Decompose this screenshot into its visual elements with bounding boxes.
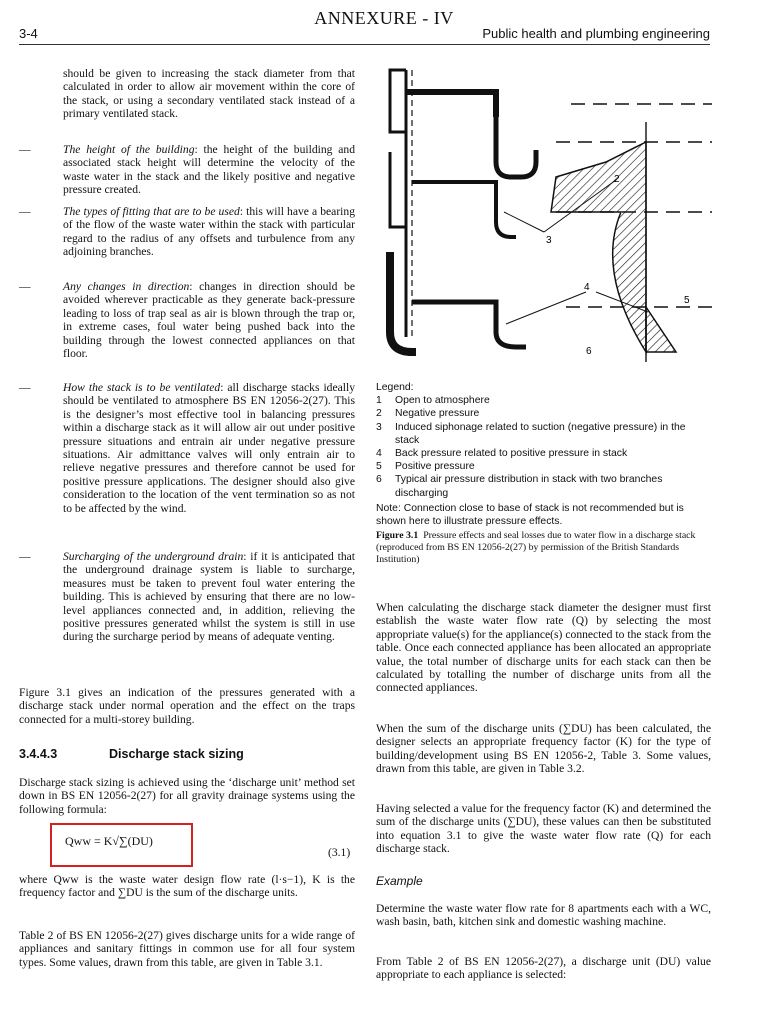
page-number: 3-4 <box>19 26 38 41</box>
formula: Qww = K√∑(DU) <box>65 834 153 848</box>
figure-note: Note: Connection close to base of stack is not recommended but is shown here to illustrate pressure effects. <box>376 502 684 528</box>
figure-reference-paragraph: Figure 3.1 gives an indication of the pressures generated with a discharge stack under normal operation and the effect on the traps connected for a multi-storey building. <box>19 686 355 726</box>
top-inlet <box>390 70 406 132</box>
caption-text: Pressure effects and seal losses due to water flow in a discharge stack (reproduced from BS EN 12056-2(27) by permission of the British Standards Institution) <box>376 530 696 565</box>
bullet-direction-changes: — Any changes in direction: changes in direction should be avoided wherever practicable as they generate back-pressure leading to loss of trap seal as air is blown through the trap or, in extreme cases, foul water being pushed back into the building through the lowest connected appliances on that floor. <box>19 280 355 361</box>
bullet-stack-ventilation: — How the stack is to be ventilated: all discharge stacks ideally should be ventilated to atmosphere BS EN 12056-2(27). This is the designer’s most effective tool in balancing pressures within a discharge stack as it will allow air out under positive pressure situations and entrain air under negative pressure situations. Air admittance valves will only entrain air to relieve negative pressures and therefore cannot be used for positive pressure applications. The designer should also give consideration to the location of the vent termination so as not to be affected by the wind. <box>19 381 356 515</box>
bullet-text: : all discharge stacks ideally should be ventilated to atmosphere BS EN 12056-2(27). This is the designer’s most effective tool in balancing pressures within a discharge stack as it will allow air out under positive pressure situations and entrain air under negative pressure situations. Air admittance valves will only entrain air to relieve negative pressures and therefore cannot be used for positive pressure applications. The designer should also give consideration to the location of the vent termination so as not to be affected by the wind. <box>63 381 356 515</box>
example-heading: Example <box>376 874 423 888</box>
sizing-paragraph: Discharge stack sizing is achieved using the ‘discharge unit’ method set down in BS EN 12056-2(27) for all gravity drainage systems using the following formula: <box>19 776 355 816</box>
intro-paragraph: should be given to increasing the stack diameter from that calculated in order to allow air movement within the core of the stack, or using a secondary ventilated stack instead of a primary ventilated stack. <box>63 67 355 121</box>
bullet-text: : changes in direction should be avoided wherever practicable as they generate back-pressure leading to loss of trap seal as air is blown through the trap or, in extreme cases, foul water being pushed back into the building through the lowest connected appliances on that floor. <box>63 280 355 361</box>
bullet-lead: The types of fitting that are to be used <box>63 205 240 218</box>
legend-item: 1 Open to atmosphere <box>376 395 490 407</box>
leader-line-4 <box>506 292 586 324</box>
bullet-surcharging: — Surcharging of the underground drain: if it is anticipated that the underground drainage system is liable to surcharge, measures must be taken to prevent foul water entering the building. This is achieved by ensuring that there are no low-level appliances connected and, in addition, relieving the positive pressures generated whilst the system is still in use during the surcharge period by means of adequate venting. <box>19 550 355 644</box>
running-title: Public health and plumbing engineering <box>482 26 710 41</box>
bullet-lead: Any changes in direction <box>63 280 190 293</box>
legend-item: 5 Positive pressure <box>376 461 475 473</box>
legend-title: Legend: <box>376 382 414 393</box>
figure-caption <box>376 530 711 566</box>
header-rule <box>19 44 710 45</box>
bullet-text: : if it is anticipated that the underground drainage system is liable to surcharge, measures must be taken to prevent foul water entering the building. This is achieved by ensuring that there are no low-level appliances connected and, in addition, relieving the positive pressures generated whilst the system is still in use during the surcharge period by means of adequate venting. <box>63 550 355 644</box>
figure-label-4: 4 <box>584 282 590 293</box>
lower-trap <box>412 302 526 347</box>
bullet-fitting-types: — The types of fitting that are to be used: this will have a bearing of the flow of the waste water within the stack with particular regard to the radius of any offsets and turbulence from any adjoining branches. <box>19 205 355 259</box>
legend-item: 4 Back pressure related to positive pressure in stack <box>376 448 628 460</box>
figure-label-3: 3 <box>546 235 552 246</box>
negative-pressure-region <box>551 142 646 352</box>
stack-pressure-diagram <box>376 62 712 370</box>
section-title: Discharge stack sizing <box>109 747 244 761</box>
leader-line-3 <box>504 212 544 232</box>
legend-item: 2 Negative pressure <box>376 408 480 420</box>
section-number: 3.4.4.3 <box>19 747 58 761</box>
discharge-unit-paragraph: From Table 2 of BS EN 12056-2(27), a discharge unit (DU) value appropriate to each appliance is selected: <box>376 955 711 982</box>
caption-label: Figure 3.1 <box>376 530 419 541</box>
upper-trap <box>496 117 536 177</box>
bullet-lead: Surcharging of the underground drain <box>63 550 244 563</box>
figure-label-2: 2 <box>614 174 620 185</box>
where-paragraph: where Qww is the waste water design flow rate (l·s−1), K is the frequency factor and ∑DU is the sum of the discharge units. <box>19 873 355 900</box>
example-paragraph: Determine the waste water flow rate for 8 apartments each with a WC, wash basin, bath, kitchen sink and domestic washing machine. <box>376 902 711 929</box>
positive-pressure-region <box>646 307 676 352</box>
bullet-text: : this will have a bearing of the flow of the waste water within the stack with particular regard to the radius of any offsets and turbulence from any adjoining branches. <box>63 205 355 259</box>
section-heading <box>19 747 244 761</box>
legend-item: 6 Typical air pressure distribution in stack with two branches discharging <box>376 474 663 499</box>
bullet-text: : the height of the building and associated stack height will determine the velocity of the waste water in the stack and the likely positive and negative pressure created. <box>63 143 356 197</box>
figure-label-5: 5 <box>684 295 690 306</box>
figure-legend <box>376 381 715 528</box>
figure-label-6: 6 <box>586 346 592 357</box>
bullet-lead: The height of the building <box>63 143 195 156</box>
flow-rate-paragraph: When calculating the discharge stack diameter the designer must first establish the waste water flow rate (Q) by selecting the most appropriate value(s) for the appliance(s) connected to the stack from the table. Once each connected appliance has been allocated an appropriate value, the total number of discharge units for each stack can then be calculated by totalling the number of discharge units from all the connected appliances. <box>376 601 711 695</box>
bullet-building-height: — The height of the building: the height of the building and associated stack height will determine the velocity of the waste water in the stack and the likely positive and negative pressure created. <box>19 143 356 197</box>
upper-branch <box>406 92 496 117</box>
annexure-title: ANNEXURE - IV <box>314 8 454 28</box>
table2-paragraph: Table 2 of BS EN 12056-2(27) gives discharge units for a wide range of appliances and sanitary fittings in common use for all four system types. Some values, drawn from this table, are given in Table 3.1. <box>19 929 355 969</box>
middle-trap <box>412 182 516 237</box>
equation-number: (3.1) <box>328 846 351 859</box>
frequency-factor-paragraph: When the sum of the discharge units (∑DU) has been calculated, the designer selects an appropriate frequency factor (K) for the type of building/development using BS EN 12056-2, Table 3. Some values, drawn from this table, are given in Table 3.2. <box>376 722 711 776</box>
substitution-paragraph: Having selected a value for the frequency factor (K) and determined the sum of the discharge units (∑DU), these values can then be substituted into equation 3.1 to give the waste water flow rate (Q) for each discharge stack. <box>376 802 711 856</box>
legend-item: 3 Induced siphonage related to suction (negative pressure) in the stack <box>376 421 686 446</box>
bullet-lead: How the stack is to be ventilated <box>63 381 221 394</box>
middle-branch <box>390 152 406 227</box>
